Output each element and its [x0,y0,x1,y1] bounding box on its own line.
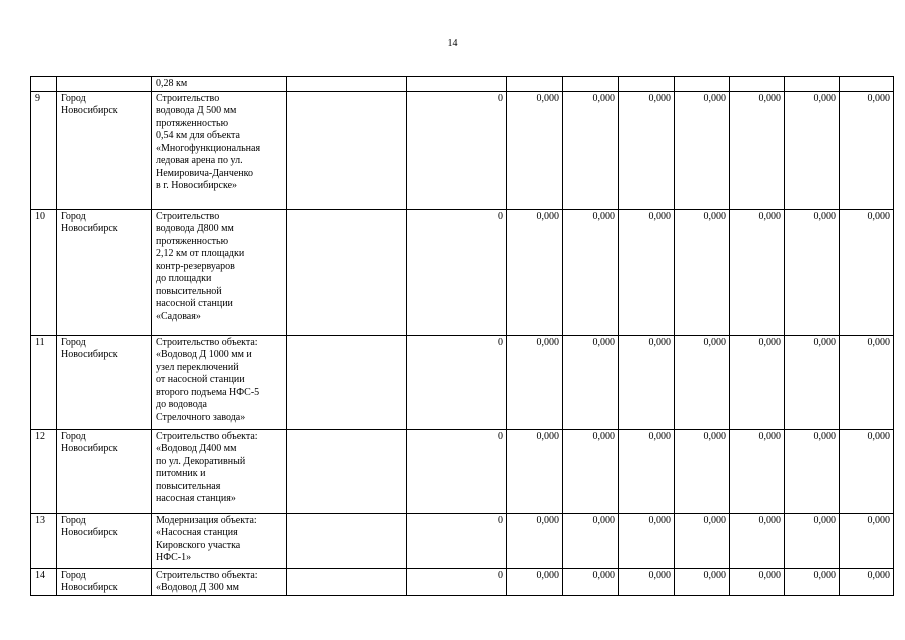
value-cell [507,77,563,92]
amount-value: 0 [498,569,503,581]
value: 0,000 [867,336,890,348]
value: 0,000 [813,430,836,442]
city-cell [57,335,152,429]
value: 0,000 [703,210,726,222]
value-cell [730,91,785,209]
value: 0,000 [536,210,559,222]
value-cell [619,209,675,335]
table-row [31,568,894,595]
description-line: по ул. Декоративный [156,455,246,467]
value: 0,000 [758,514,781,526]
row-number: 14 [35,569,45,581]
value-cell [675,429,730,513]
value: 0,000 [648,569,671,581]
value-cell [840,568,894,595]
city-line: Новосибирск [61,223,118,234]
value-cell [507,91,563,209]
row-number: 12 [35,430,45,442]
page-number: 14 [447,38,458,49]
description-line: Строительство [156,92,220,104]
value: 0,000 [813,514,836,526]
value: 0,000 [648,210,671,222]
description-line: протяженностью [156,235,229,247]
value-cell [507,568,563,595]
value-cell [507,335,563,429]
description-line: водовода Д800 мм [156,223,234,234]
value: 0,000 [536,569,559,581]
value: 0,000 [703,569,726,581]
value-cell [563,77,619,92]
value: 0,000 [648,430,671,442]
value-cell [619,335,675,429]
value-cell [785,335,840,429]
row-number: 10 [35,210,45,222]
value: 0,000 [867,210,890,222]
value-cell [675,335,730,429]
data-table [30,76,894,596]
value-cell [563,335,619,429]
empty-cell [287,335,407,429]
row-number-cell [31,513,57,568]
description-cell [152,91,287,209]
description-line: Модернизация объекта: [156,514,257,526]
value-cell [619,513,675,568]
description-cell [152,77,287,92]
amount-cell [407,513,507,568]
table-row [31,335,894,429]
value: 0,000 [758,569,781,581]
amount-value: 0 [498,336,503,348]
description-line: ледовая арена по ул. [156,155,243,166]
value-cell [563,568,619,595]
value: 0,000 [758,92,781,104]
city-line: Город [61,336,86,348]
value-cell [619,568,675,595]
row-number-cell [31,91,57,209]
description-line: «Водовод Д 300 мм [156,582,239,593]
table-row [31,91,894,209]
value-cell [507,429,563,513]
description-cell [152,335,287,429]
value-cell [730,568,785,595]
description-line: Строительство [156,210,220,222]
value: 0,000 [867,92,890,104]
description-line: от насосной станции [156,374,245,385]
value-cell [840,335,894,429]
city-line: Новосибирск [61,443,118,454]
description-line: НФС-1» [156,552,192,563]
amount-value: 0 [498,210,503,222]
table-body [31,77,894,596]
description-line: «Многофункциональная [156,142,261,154]
description-line: насосная станция» [156,493,236,504]
value: 0,000 [867,430,890,442]
value-cell [563,513,619,568]
value-cell [785,429,840,513]
table-row [31,513,894,568]
city-line: Город [61,92,86,104]
value-cell [563,91,619,209]
value: 0,000 [813,92,836,104]
empty-cell [287,77,407,92]
description-line: до водовода [156,399,207,410]
description-line: «Водовод Д 1000 мм и [156,349,252,360]
amount-value: 0 [498,92,503,104]
row-number-cell [31,429,57,513]
city-line: Город [61,569,86,581]
value-cell [507,209,563,335]
value-cell [675,77,730,92]
value-cell [507,513,563,568]
amount-cell [407,568,507,595]
value: 0,000 [536,514,559,526]
value-cell [675,568,730,595]
city-line: Новосибирск [61,582,118,593]
value-cell [619,77,675,92]
empty-cell [287,209,407,335]
value-cell [619,91,675,209]
value-cell [840,513,894,568]
description-line: повысительная [156,480,221,492]
row-number: 13 [35,514,45,526]
value: 0,000 [536,336,559,348]
empty-cell [287,513,407,568]
row-number-cell [31,335,57,429]
description-line: протяженностью [156,117,229,129]
value: 0,000 [758,336,781,348]
table-row [31,77,894,92]
value: 0,000 [536,92,559,104]
city-line: Город [61,430,86,442]
value-cell [840,77,894,92]
value-cell [785,77,840,92]
value-cell [563,429,619,513]
value-cell [730,77,785,92]
value: 0,000 [536,430,559,442]
description-line: второго подъема НФС-5 [156,386,260,398]
amount-cell [407,209,507,335]
value: 0,000 [648,514,671,526]
amount-cell [407,91,507,209]
description-line: контр-резервуаров [156,260,235,272]
description-line: Строительство объекта: [156,336,258,348]
description-line: 0,28 км [156,78,188,89]
description-line: Строительство объекта: [156,430,258,442]
row-number-cell [31,209,57,335]
description-line: 2,12 км от площадки [156,248,245,259]
value: 0,000 [592,210,615,222]
row-number-cell [31,77,57,92]
value: 0,000 [867,569,890,581]
city-cell [57,429,152,513]
value-cell [785,513,840,568]
description-line: «Садовая» [156,310,201,322]
city-line: Новосибирск [61,349,118,360]
value: 0,000 [703,430,726,442]
description-line: Немировича-Данченко [156,167,253,179]
description-line: до площадки [156,273,212,284]
value-cell [675,209,730,335]
description-cell [152,513,287,568]
amount-cell [407,335,507,429]
city-cell [57,77,152,92]
value: 0,000 [758,430,781,442]
empty-cell [287,429,407,513]
value: 0,000 [758,210,781,222]
description-line: повысительной [156,285,222,297]
description-line: Стрелочного завода» [156,411,246,423]
description-line: Строительство объекта: [156,569,258,581]
description-line: в г. Новосибирске» [156,180,238,191]
value: 0,000 [703,336,726,348]
value-cell [785,568,840,595]
value-cell [675,513,730,568]
value: 0,000 [813,569,836,581]
amount-value: 0 [498,514,503,526]
value: 0,000 [592,430,615,442]
city-line: Новосибирск [61,105,118,116]
table-row [31,209,894,335]
description-cell [152,568,287,595]
amount-value: 0 [498,430,503,442]
description-line: Кировского участка [156,539,241,551]
value: 0,000 [867,514,890,526]
value: 0,000 [592,336,615,348]
amount-cell [407,429,507,513]
value: 0,000 [813,210,836,222]
description-line: «Водовод Д400 мм [156,443,237,454]
value-cell [785,209,840,335]
row-number: 11 [35,336,45,348]
value-cell [730,335,785,429]
city-cell [57,513,152,568]
value-cell [840,91,894,209]
description-line: питомник и [156,468,206,479]
table-row [31,429,894,513]
description-line: насосной станции [156,298,233,309]
value-cell [840,209,894,335]
city-line: Город [61,514,86,526]
description-cell [152,429,287,513]
value-cell [840,429,894,513]
value-cell [730,513,785,568]
amount-cell [407,77,507,92]
value: 0,000 [648,336,671,348]
description-line: узел переключений [156,361,239,373]
empty-cell [287,568,407,595]
row-number: 9 [35,92,40,104]
value: 0,000 [592,569,615,581]
value-cell [563,209,619,335]
value: 0,000 [813,336,836,348]
description-cell [152,209,287,335]
value-cell [785,91,840,209]
value: 0,000 [592,514,615,526]
description-line: «Насосная станция [156,527,238,538]
value-cell [619,429,675,513]
city-line: Город [61,210,86,222]
description-line: 0,54 км для объекта [156,130,240,141]
description-line: водовода Д 500 мм [156,105,237,116]
city-line: Новосибирск [61,527,118,538]
city-cell [57,568,152,595]
city-cell [57,91,152,209]
value-cell [675,91,730,209]
empty-cell [287,91,407,209]
row-number-cell [31,568,57,595]
value-cell [730,209,785,335]
value: 0,000 [592,92,615,104]
city-cell [57,209,152,335]
value: 0,000 [648,92,671,104]
value: 0,000 [703,514,726,526]
value: 0,000 [703,92,726,104]
value-cell [730,429,785,513]
